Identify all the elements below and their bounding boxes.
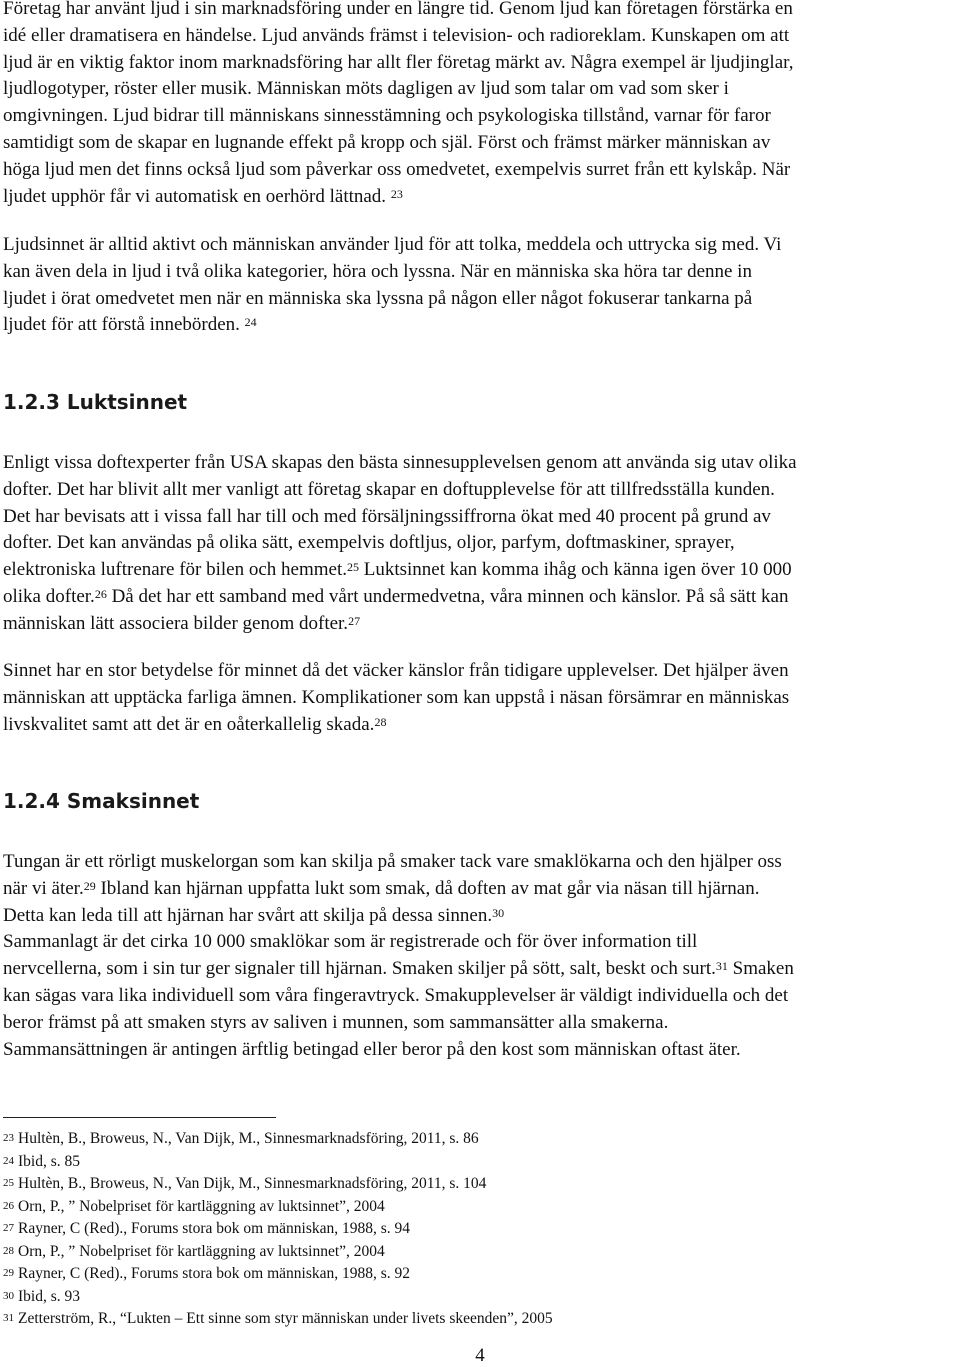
section-heading-luktsinnet: 1.2.3 Luktsinnet [3, 390, 188, 414]
text-line: dofter. Det har blivit allt mer vanligt att företag skapar en doftupplevelse för att tillfredsställa kunden. [3, 478, 775, 500]
text-line: idé eller dramatisera en händelse. Ljud används främst i television- och radioreklam. Kunskapen om att [3, 24, 790, 46]
paragraph-smell-memory [3, 658, 953, 738]
footnote-text: Rayner, C (Red)., Forums stora bok om människan, 1988, s. 94 [18, 1220, 411, 1237]
text-line: omgivningen. Ljud bidrar till människans sinnesstämning och psykologiska tillstånd, varnar för faror [3, 105, 771, 127]
text-line: Luktsinnet kan komma ihåg och känna igen över 10 000 [358, 559, 792, 581]
text-line: Sammanlagt är det cirka 10 000 smaklökar som är registrerade och för över information till [3, 931, 698, 953]
footnote-reference[interactable]: 30 [492, 905, 505, 920]
footnote-reference[interactable]: 27 [348, 613, 361, 628]
footnote-reference[interactable]: 31 [715, 959, 728, 974]
text-line: dofter. Det kan användas på olika sätt, exempelvis doftljus, oljor, parfym, doftmaskiner, sprayer, [3, 532, 735, 554]
text-line: Smaken [727, 958, 794, 980]
footnote-number: 30 [3, 1289, 14, 1302]
section-heading-smaksinnet: 1.2.4 Smaksinnet [3, 789, 200, 813]
text-line: elektroniska luftrenare för bilen och hemmet. [3, 559, 347, 581]
footnote [3, 1173, 953, 1196]
footnote [3, 1151, 953, 1174]
text-line: Tungan är ett rörligt muskelorgan som kan skilja på smaker tack vare smaklökarna och den hjälper oss [3, 851, 782, 872]
footnote-reference[interactable]: 26 [94, 586, 107, 601]
text-line: människan att upptäcka farliga ämnen. Komplikationer som kan uppstå i näsan försämrar en människas [3, 686, 790, 708]
text-line: kan sägas vara lika individuell som våra fingeravtryck. Smakupplevelser är väldigt individuella och det [3, 984, 789, 1006]
text-line: kan även dela in ljud i två olika kategorier, höra och lyssna. När en människa ska höra tar denne in [3, 260, 752, 282]
text-line: nervcellerna, som i sin tur ger signaler till hjärnan. Smaken skiljer på sött, salt, beskt och surt. [3, 958, 716, 980]
footnote-text: Orn, P., ” Nobelpriset för kartläggning av luktsinnet”, 2004 [18, 1242, 385, 1260]
footnote-text: Hultèn, B., Broweus, N., Van Dijk, M., Sinnesmarknadsföring, 2011, s. 104 [18, 1175, 487, 1192]
footnote [3, 1286, 953, 1309]
text-line: höga ljud men det finns också ljud som påverkar oss omedvetet, exempelvis surret från ett kylskåp. När [3, 158, 791, 180]
footnote-reference[interactable]: 29 [83, 878, 96, 893]
footnote [3, 1241, 953, 1264]
text-line: ljudet upphör får vi automatisk en oerhörd lättnad. [3, 185, 387, 207]
footnote-number: 28 [3, 1244, 14, 1257]
text-line: Ibland kan hjärnan uppfatta lukt som smak, då doften av mat går via näsan till hjärnan. [95, 877, 760, 899]
footnote-number: 26 [3, 1199, 14, 1212]
text-line: människan lätt associera bilder genom dofter. [3, 612, 349, 634]
footnote-reference[interactable]: 23 [390, 186, 403, 201]
text-line: ljudlogotyper, röster eller musik. Människan möts dagligen av ljud som talar om vad som sker i [3, 78, 729, 100]
text-line: olika dofter. [3, 585, 95, 607]
footnote-text: Hultèn, B., Broweus, N., Van Dijk, M., Sinnesmarknadsföring, 2011, s. 86 [18, 1130, 479, 1147]
paragraph-taste [3, 849, 953, 1063]
paragraph-smell [3, 450, 953, 638]
footnote [3, 1128, 953, 1151]
text-line: Sammansättningen är antingen ärftlig betingad eller beror på den kost som människan oftast äter. [3, 1038, 741, 1060]
text-line: livskvalitet samt att det är en oåterkallelig skada. [3, 713, 375, 735]
footnote-text: Zetterström, R., “Lukten – Ett sinne som styr människan under livets skeenden”, 2005 [18, 1310, 553, 1327]
footnote-number: 31 [3, 1312, 14, 1324]
text-line: Sinnet har en stor betydelse för minnet då det väcker känslor från tidigare upplevelser. Det hjälper även [3, 660, 789, 681]
page-number: 4 [475, 1345, 485, 1366]
text-line: Detta kan leda till att hjärnan har svårt att skilja på dessa sinnen. [3, 904, 493, 926]
footnote-text: Rayner, C (Red)., Forums stora bok om människan, 1988, s. 92 [18, 1265, 411, 1282]
footnote-text: Ibid, s. 93 [18, 1287, 80, 1305]
footnote-number: 25 [3, 1177, 14, 1189]
text-line: Då det har ett samband med vårt undermedvetna, våra minnen och känslor. På så sätt kan [106, 585, 789, 607]
text-line: Företag har använt ljud i sin marknadsföring under en längre tid. Genom ljud kan företagen förstärka en [3, 0, 793, 19]
paragraph-hearing [3, 232, 953, 339]
footnote-number: 24 [3, 1154, 14, 1167]
footnote-number: 29 [3, 1267, 14, 1279]
footnote-divider [3, 1117, 276, 1118]
footnotes-list [3, 1128, 953, 1331]
text-line: Det har bevisats att i vissa fall har till och med försäljningssiffrorna ökat med 40 procent på grund av [3, 505, 771, 527]
paragraph-sound-marketing [3, 0, 953, 210]
text-line: ljudet för att förstå innebörden. [3, 314, 240, 336]
text-line: Enligt vissa doftexperter från USA skapas den bästa sinnesupplevelsen genom att använda sig utav olika [3, 452, 797, 473]
footnote-text: Ibid, s. 85 [18, 1152, 80, 1170]
footnote-text: Orn, P., ” Nobelpriset för kartläggning av luktsinnet”, 2004 [18, 1197, 385, 1215]
text-line: beror främst på att smaken styrs av saliven i munnen, som sammansätter alla smakerna. [3, 1011, 669, 1033]
text-line: Ljudsinnet är alltid aktivt och människan använder ljud för att tolka, meddela och uttrycka sig med. Vi [3, 234, 782, 255]
footnote [3, 1263, 953, 1286]
text-line: ljudet i örat omedvetet men när en människa ska lyssna på någon eller något fokuserar tankarna på [3, 287, 753, 309]
text-line: när vi äter. [3, 877, 84, 899]
footnote-number: 27 [3, 1222, 14, 1234]
footnote-reference[interactable]: 25 [346, 560, 359, 575]
text-line: samtidigt som de skapar en lugnande effekt på kropp och själ. Först och främst märker människan av [3, 131, 771, 153]
footnote-number: 23 [3, 1132, 14, 1144]
footnote-reference[interactable]: 24 [244, 315, 257, 330]
text-line: ljud är en viktig faktor inom marknadsföring har allt fler företag märkt av. Några exempel är ljudjinglar, [3, 51, 794, 73]
footnote-reference[interactable]: 28 [374, 714, 387, 729]
footnote [3, 1196, 953, 1219]
footnote [3, 1308, 953, 1331]
footnote [3, 1218, 953, 1241]
